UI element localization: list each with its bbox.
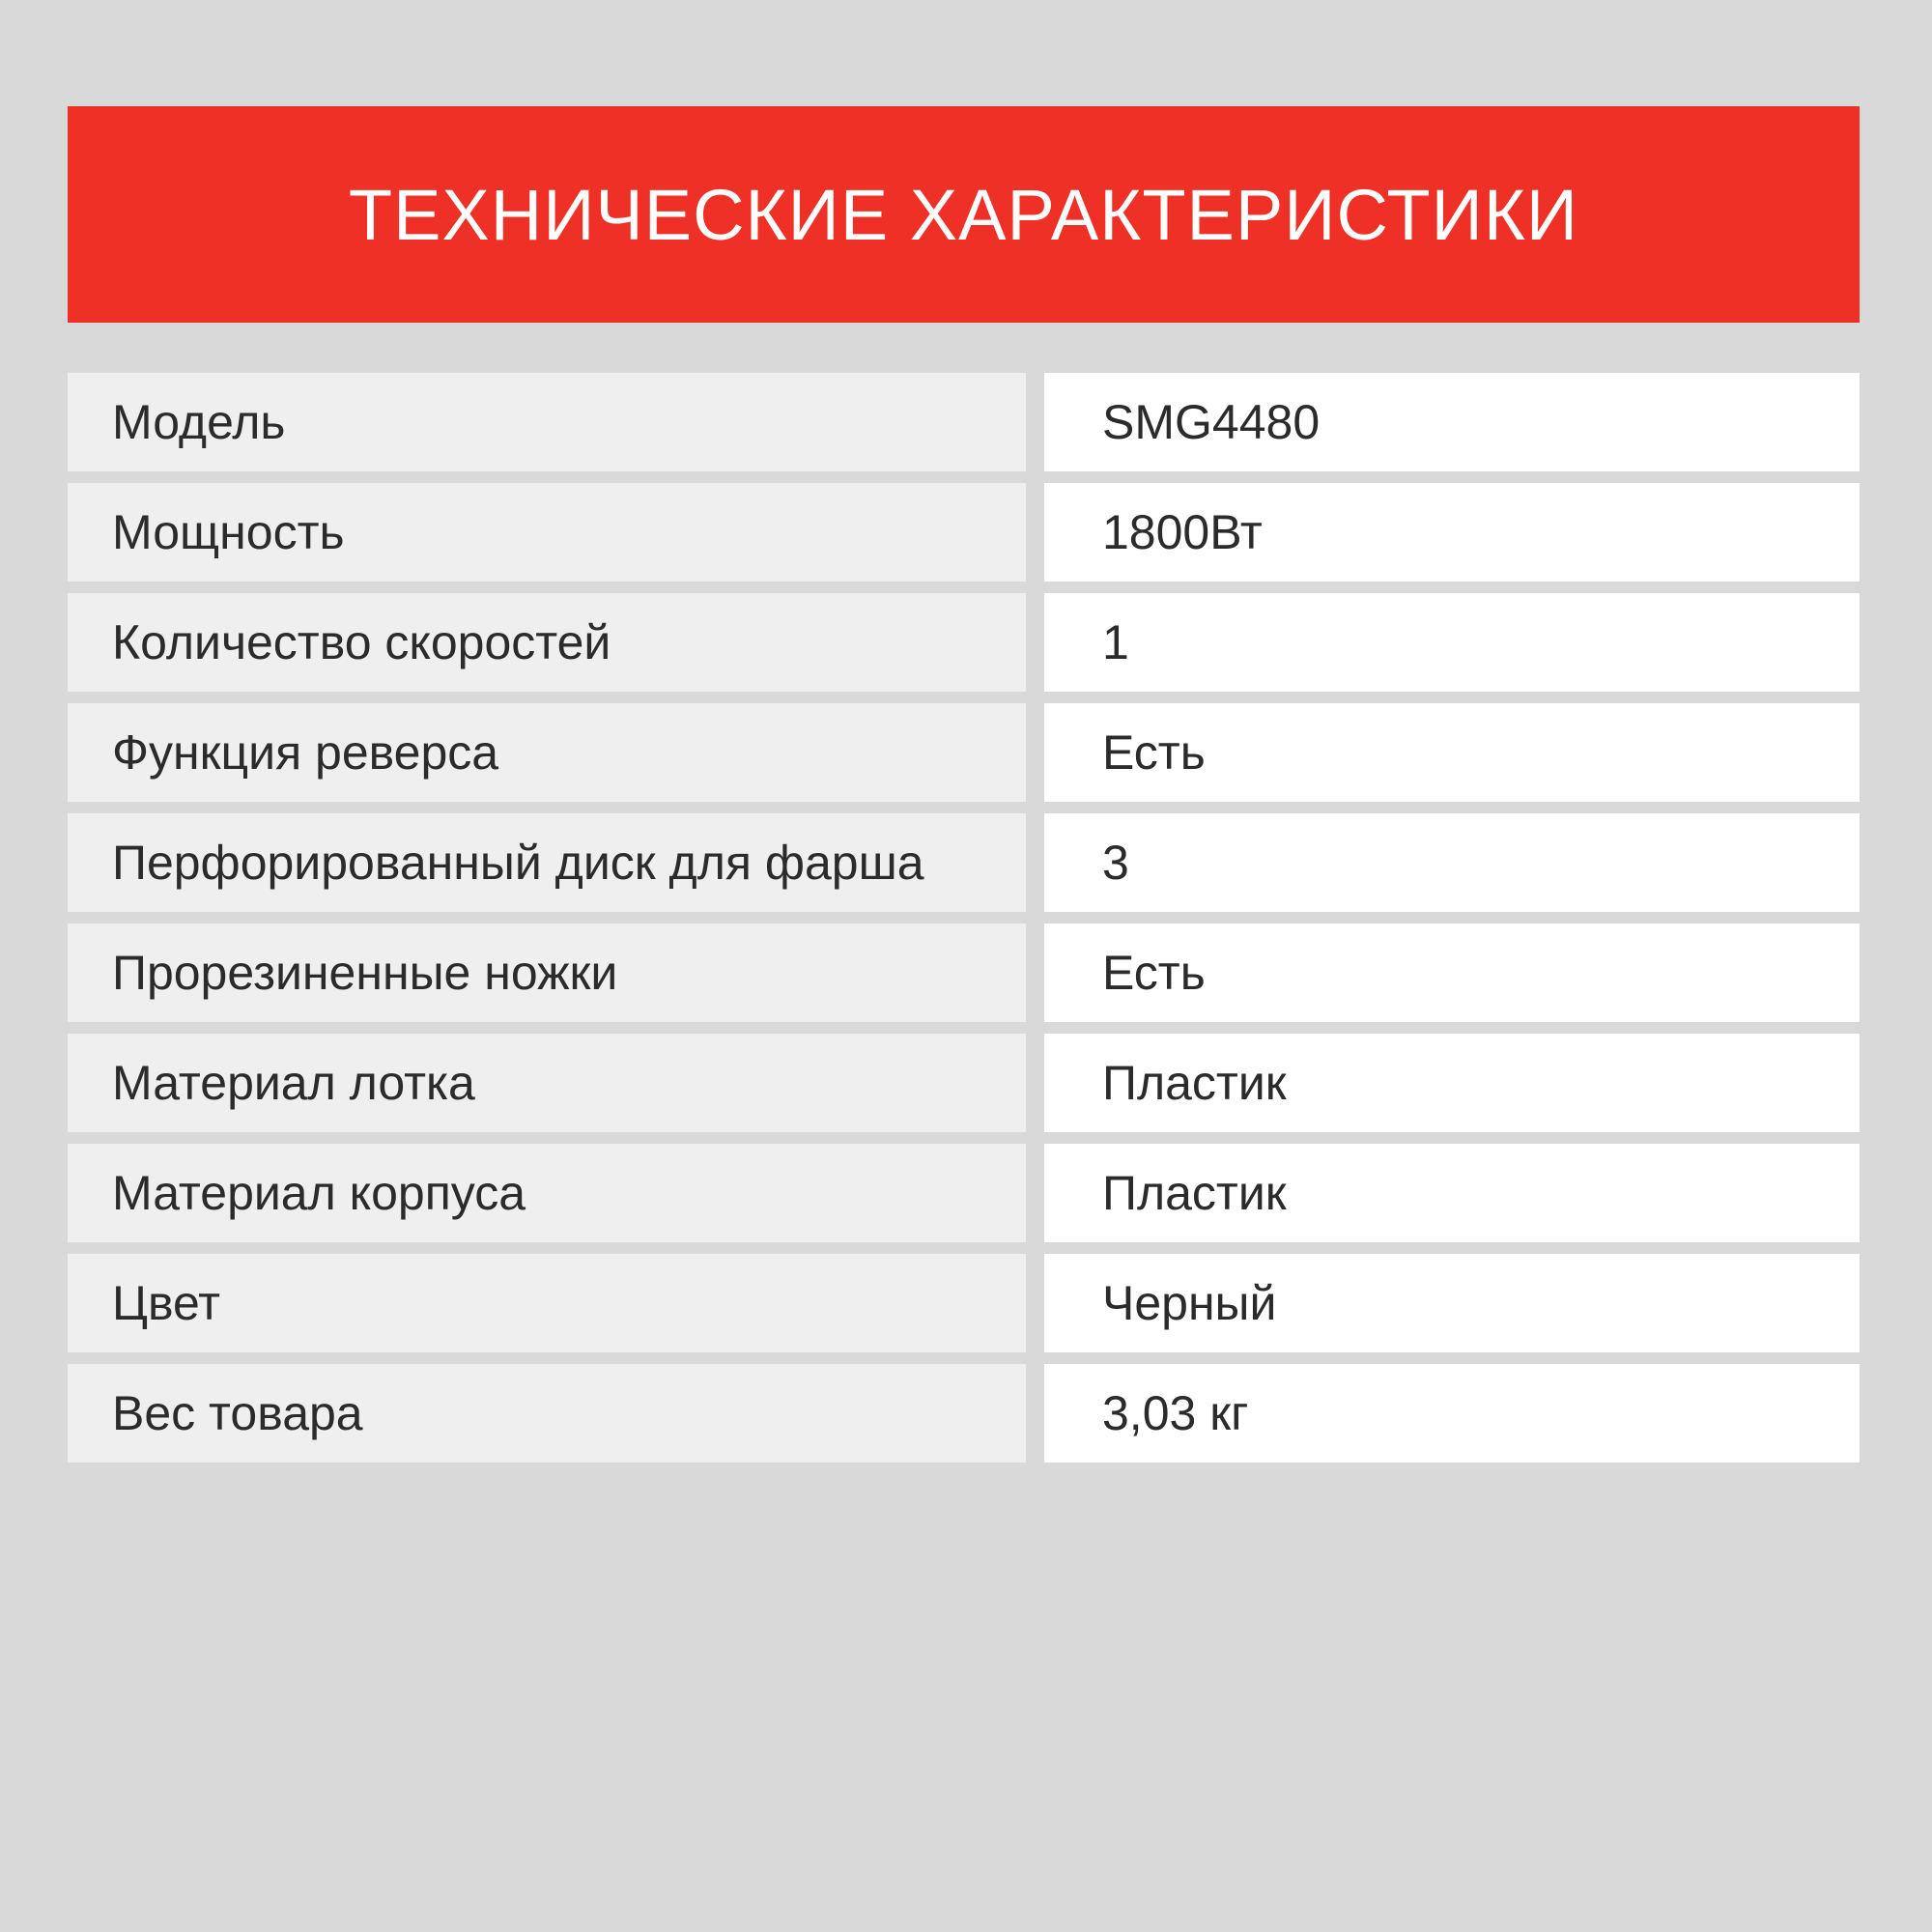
spec-label: Функция реверса — [68, 703, 1026, 802]
spec-label: Модель — [68, 373, 1026, 471]
spec-label: Мощность — [68, 483, 1026, 582]
spec-value: 1 — [1044, 593, 1860, 692]
spec-value: 3,03 кг — [1044, 1364, 1860, 1463]
spec-row — [68, 1034, 1860, 1132]
spec-label: Цвет — [68, 1254, 1026, 1352]
spec-row — [68, 813, 1860, 912]
spec-row — [68, 1144, 1860, 1242]
spec-row — [68, 593, 1860, 692]
spec-value: SMG4480 — [1044, 373, 1860, 471]
spec-value: Пластик — [1044, 1144, 1860, 1242]
spec-value: 3 — [1044, 813, 1860, 912]
page-title: ТЕХНИЧЕСКИЕ ХАРАКТЕРИСТИКИ — [348, 174, 1579, 255]
spec-row — [68, 703, 1860, 802]
spec-label: Количество скоростей — [68, 593, 1026, 692]
spec-label: Прорезиненные ножки — [68, 923, 1026, 1022]
spec-value: Есть — [1044, 703, 1860, 802]
spec-label: Материал корпуса — [68, 1144, 1026, 1242]
spec-row — [68, 483, 1860, 582]
spec-row — [68, 923, 1860, 1022]
spec-label: Вес товара — [68, 1364, 1026, 1463]
header-banner — [68, 106, 1860, 323]
spec-label: Перфорированный диск для фарша — [68, 813, 1026, 912]
spec-label: Материал лотка — [68, 1034, 1026, 1132]
spec-value: Есть — [1044, 923, 1860, 1022]
spec-row — [68, 373, 1860, 471]
spec-row — [68, 1364, 1860, 1463]
spec-value: Черный — [1044, 1254, 1860, 1352]
spec-row — [68, 1254, 1860, 1352]
spec-value: 1800Вт — [1044, 483, 1860, 582]
spec-value: Пластик — [1044, 1034, 1860, 1132]
spec-table — [68, 373, 1860, 1474]
